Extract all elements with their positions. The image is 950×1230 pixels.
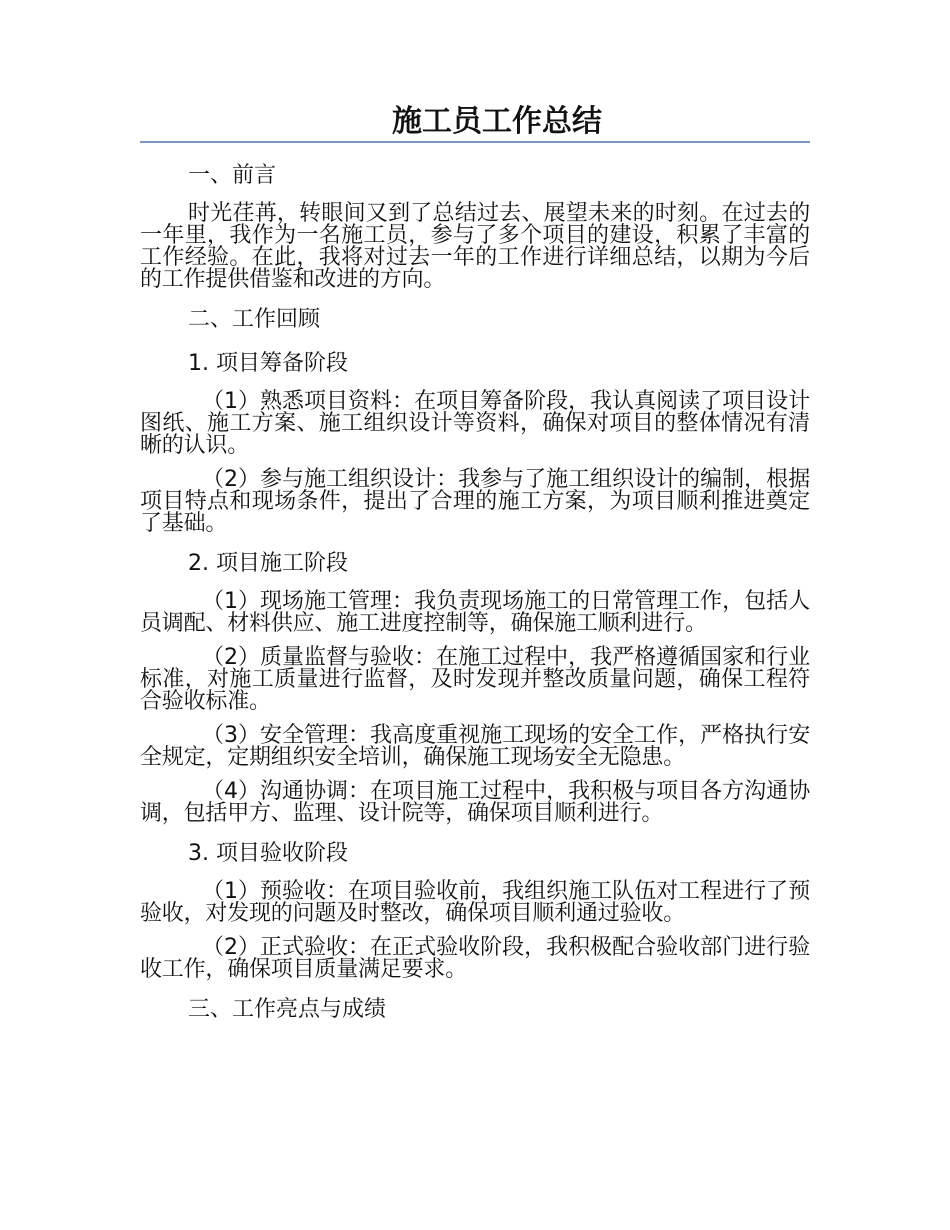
paragraph-acceptance-1: （1）预验收：在项目验收前，我组织施工队伍对工程进行了预验收，对发现的问题及时整改，确保项目顺利通过验收。	[140, 879, 810, 926]
subheading-acceptance: 3. 项目验收阶段	[188, 841, 348, 866]
section-heading-review: 二、工作回顾	[188, 307, 321, 332]
section-heading-preface: 一、前言	[188, 163, 277, 188]
paragraph-construction-3: （3）安全管理：我高度重视施工现场的安全工作，严格执行安全规定，定期组织安全培训，确保施工现场安全无隐患。	[140, 723, 810, 770]
subheading-construction: 2. 项目施工阶段	[188, 551, 348, 576]
document-page	[140, 100, 810, 1025]
page-title: 施工员工作总结	[392, 104, 602, 139]
paragraph-acceptance-2: （2）正式验收：在正式验收阶段，我积极配合验收部门进行验收工作，确保项目质量满足要求。	[140, 935, 810, 982]
paragraph-construction-2: （2）质量监督与验收：在施工过程中，我严格遵循国家和行业标准，对施工质量进行监督，及时发现并整改质量问题，确保工程符合验收标准。	[140, 645, 810, 714]
paragraph-preface: 时光荏苒，转眼间又到了总结过去、展望未来的时刻。在过去的一年里，我作为一名施工员，参与了多个项目的建设，积累了丰富的工作经验。在此，我将对过去一年的工作进行详细总结，以期为今后的工作提供借鉴和改进的方向。	[140, 201, 810, 292]
section-heading-highlights: 三、工作亮点与成绩	[188, 997, 387, 1022]
subheading-preparation: 1. 项目筹备阶段	[188, 351, 348, 376]
paragraph-prep-2: （2）参与施工组织设计：我参与了施工组织设计的编制，根据项目特点和现场条件，提出了合理的施工方案，为项目顺利推进奠定了基础。	[140, 467, 810, 536]
paragraph-prep-1: （1）熟悉项目资料：在项目筹备阶段，我认真阅读了项目设计图纸、施工方案、施工组织设计等资料，确保对项目的整体情况有清晰的认识。	[140, 389, 810, 458]
paragraph-construction-4: （4）沟通协调：在项目施工过程中，我积极与项目各方沟通协调，包括甲方、监理、设计院等，确保项目顺利进行。	[140, 779, 810, 826]
paragraph-construction-1: （1）现场施工管理：我负责现场施工的日常管理工作，包括人员调配、材料供应、施工进度控制等，确保施工顺利进行。	[140, 589, 810, 636]
